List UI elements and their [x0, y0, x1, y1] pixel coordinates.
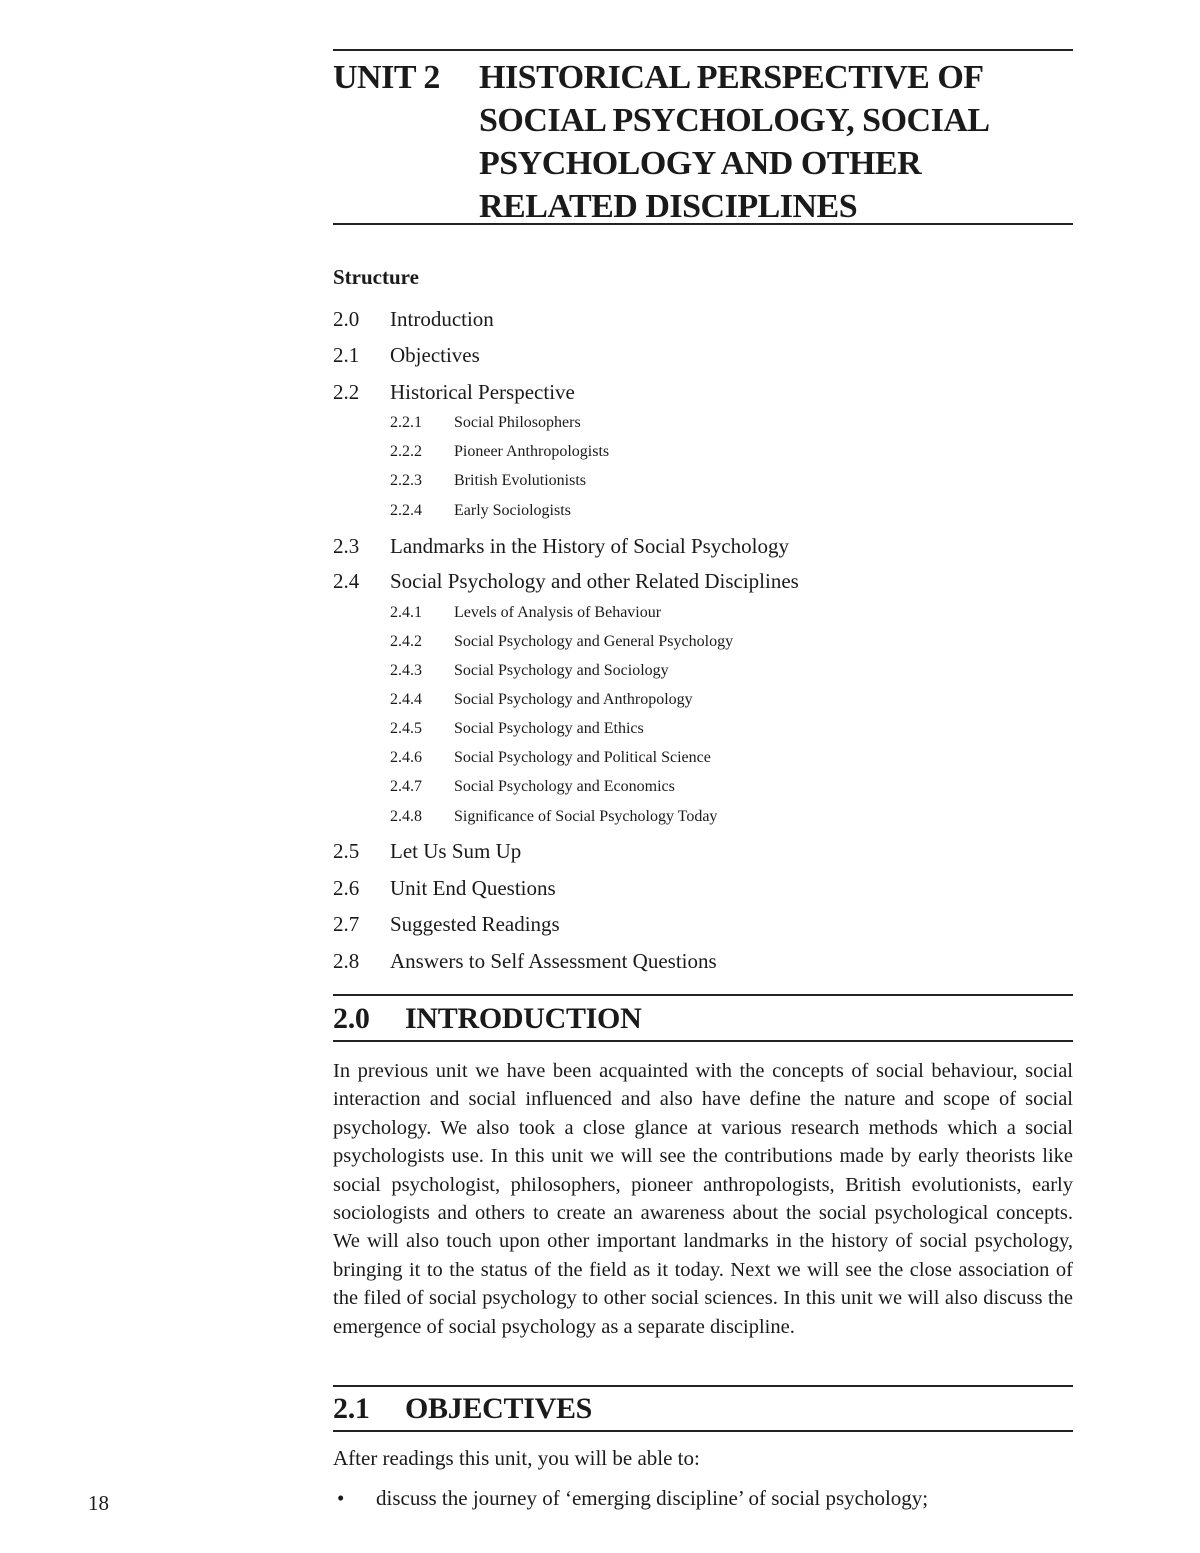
toc-text: Objectives — [390, 343, 480, 367]
toc-number: 2.0 — [333, 307, 360, 331]
toc-text: Social Psychology and Ethics — [454, 720, 644, 737]
toc-number: 2.8 — [333, 949, 360, 973]
toc-text: Social Philosophers — [454, 414, 581, 431]
toc-number: 2.4.3 — [390, 662, 422, 679]
unit-number: UNIT 2 — [333, 59, 440, 96]
structure-heading: Structure — [333, 265, 419, 289]
toc-number: 2.3 — [333, 534, 360, 558]
section-number: 2.0 — [333, 1002, 370, 1035]
toc-number: 2.4.6 — [390, 749, 422, 766]
title-bottom-rule — [333, 223, 1073, 225]
toc-number: 2.2.1 — [390, 414, 422, 431]
toc-text: Introduction — [390, 307, 494, 331]
section-title: INTRODUCTION — [405, 1002, 642, 1035]
toc-number: 2.4.8 — [390, 808, 422, 825]
toc-text: Suggested Readings — [390, 912, 560, 936]
toc-number: 2.2.3 — [390, 472, 422, 489]
toc-number: 2.4.2 — [390, 633, 422, 650]
toc-number: 2.4.1 — [390, 604, 422, 621]
toc-number: 2.4.5 — [390, 720, 422, 737]
unit-title-line: SOCIAL PSYCHOLOGY, SOCIAL — [479, 102, 990, 139]
toc-text: Let Us Sum Up — [390, 839, 522, 863]
toc-text: Early Sociologists — [454, 502, 571, 519]
toc-text: Unit End Questions — [390, 876, 556, 900]
toc-number: 2.6 — [333, 876, 360, 900]
bullet-icon: • — [337, 1486, 345, 1510]
toc-text: Social Psychology and Sociology — [454, 662, 669, 679]
toc-number: 2.1 — [333, 343, 360, 367]
toc-text: Significance of Social Psychology Today — [454, 808, 718, 825]
section-number: 2.1 — [333, 1392, 370, 1425]
toc-number: 2.7 — [333, 912, 360, 936]
title-top-rule — [333, 49, 1073, 51]
section-heading-introduction — [333, 1002, 1073, 1038]
toc-text: Pioneer Anthropologists — [454, 443, 610, 460]
toc-text: Landmarks in the History of Social Psychology — [390, 534, 789, 558]
toc-number: 2.5 — [333, 839, 360, 863]
page-number: 18 — [88, 1491, 109, 1515]
introduction-paragraph: In previous unit we have been acquainted with the concepts of social behaviour, social interaction and social influenced and also have define the nature and scope of social psychology. We also took a close glance at various research methods which a social psychologists use. In this unit we will see the contributions made by early theorists like social psychologist, philosophers, pioneer anthropologists, British evolutionists, early sociologists and others to create an awareness about the social psychological concepts. We will also touch upon other important landmarks in the history of social psychology, bringing it to the status of the field as it today. Next we will see the close association of the filed of social psychology to other social sciences. In this unit we will also discuss the emergence of social psychology as a separate discipline. — [333, 1060, 1073, 1338]
toc-number: 2.4 — [333, 569, 360, 593]
toc-number: 2.4.4 — [390, 691, 422, 708]
toc-text: Social Psychology and other Related Disciplines — [390, 569, 799, 593]
toc-text: Levels of Analysis of Behaviour — [454, 604, 662, 621]
toc-number: 2.2.2 — [390, 443, 422, 460]
section-heading-objectives — [333, 1392, 1073, 1428]
toc-number: 2.4.7 — [390, 778, 422, 795]
toc-text: Social Psychology and Political Science — [454, 749, 711, 766]
toc-text: British Evolutionists — [454, 472, 587, 489]
unit-title-lines — [479, 56, 1079, 228]
section-title: OBJECTIVES — [405, 1392, 593, 1425]
toc-text: Social Psychology and Anthropology — [454, 691, 693, 708]
toc-text: Social Psychology and General Psychology — [454, 633, 734, 650]
section-bottom-rule — [333, 1040, 1073, 1042]
bullet-text: discuss the journey of ‘emerging discipline’ of social psychology; — [376, 1486, 929, 1510]
toc-number: 2.2.4 — [390, 502, 422, 519]
section-top-rule — [333, 1385, 1073, 1387]
section-bottom-rule — [333, 1430, 1073, 1432]
unit-title-line: PSYCHOLOGY AND OTHER — [479, 145, 922, 182]
section-top-rule — [333, 994, 1073, 996]
toc-number: 2.2 — [333, 380, 360, 404]
toc-text: Answers to Self Assessment Questions — [390, 949, 717, 973]
objectives-lead: After readings this unit, you will be able to: — [333, 1446, 700, 1470]
toc-text: Social Psychology and Economics — [454, 778, 675, 795]
toc-text: Historical Perspective — [390, 380, 575, 404]
unit-title-line: HISTORICAL PERSPECTIVE OF — [479, 59, 984, 96]
unit-title-line: RELATED DISCIPLINES — [479, 188, 858, 225]
